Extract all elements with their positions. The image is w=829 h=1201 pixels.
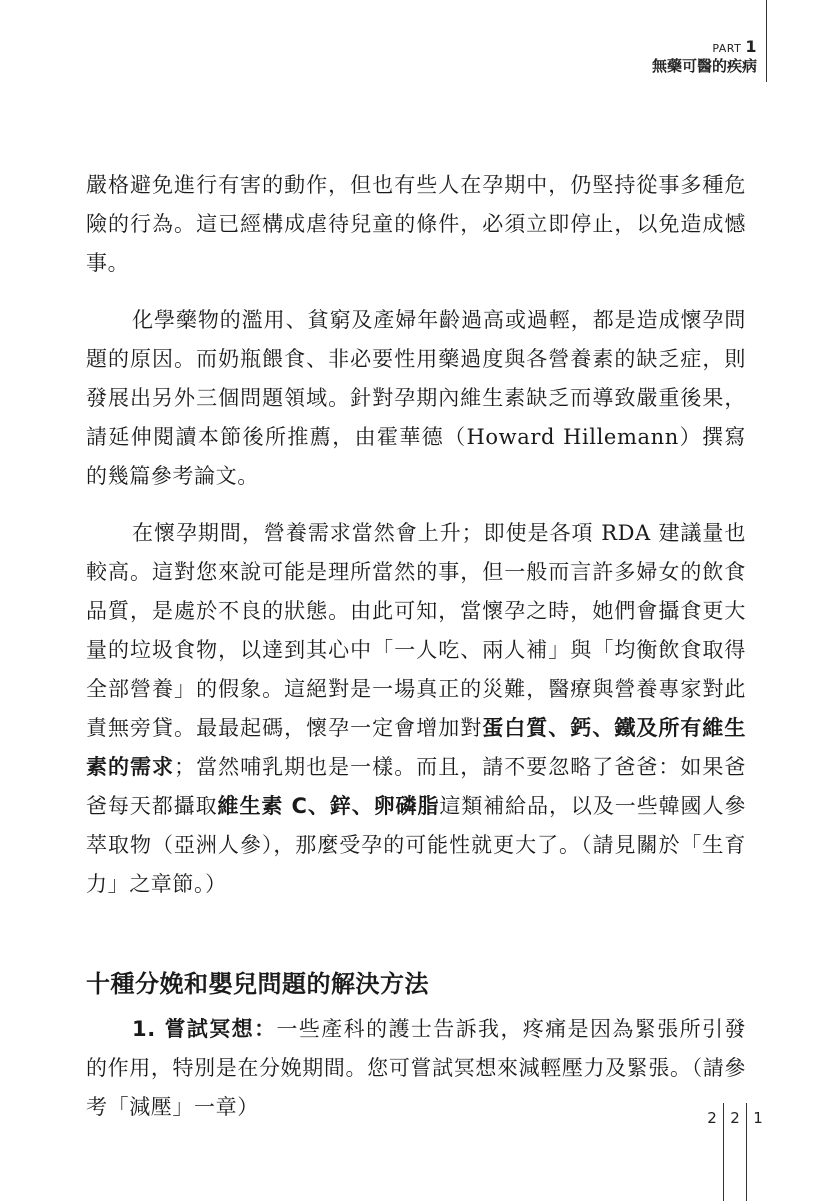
header-divider	[766, 0, 767, 82]
paragraph-3-bold-nutrients: 蛋白質、鈣、鐵及所有維生素的需求	[86, 716, 746, 779]
list-item-1-label: 1. 嘗試冥想：	[132, 1017, 277, 1041]
paragraph-3-bold-supplements: 維生素 C、鋅、卵磷脂	[217, 794, 440, 818]
list-item-1	[86, 1010, 746, 1127]
section-heading: 十種分娩和嬰兒問題的解決方法	[86, 969, 429, 998]
list-item-1-text: 一些產科的護士告訴我，疼痛是因為緊張所引發的作用，特別是在分娩期間。您可嘗試冥想來減輕壓力及緊張。（請參考「減壓」一章）	[86, 1017, 746, 1119]
part-label	[652, 37, 757, 56]
paragraph-3	[86, 514, 746, 904]
page-digit-1: 2	[707, 1109, 717, 1127]
page-digit-3: 1	[753, 1109, 763, 1127]
part-text: PART	[712, 42, 742, 55]
page-digit-2: 2	[730, 1109, 740, 1127]
paragraph-3-part-c: 這類補給品，以及一些韓國人參萃取物（亞洲人參），那麼受孕的可能性就更大了。（請見關於「生育力」之章節。）	[86, 794, 746, 896]
running-header	[651, 37, 757, 76]
page-body	[86, 166, 746, 1145]
part-number: 1	[745, 37, 757, 56]
paragraph-3-part-b: ；當然哺乳期也是一樣。而且，請不要忽略了爸爸：如果爸爸每天都攝取	[86, 755, 746, 818]
page-number	[701, 1103, 769, 1201]
paragraph-1: 嚴格避免進行有害的動作，但也有些人在孕期中，仍堅持從事多種危險的行為。這已經構成虐待兒童的條件，必須立即停止，以免造成憾事。	[86, 173, 746, 275]
paragraph-2: 化學藥物的濫用、貧窮及產婦年齡過高或過輕，都是造成懷孕問題的原因。而奶瓶餵食、非必要性用藥過度與各營養素的缺乏症，則發展出另外三個問題領域。針對孕期內維生素缺乏而導致嚴重後果，請延伸閱讀本節後所推薦，由霍華德（Howard Hillemann）撰寫的幾篇參考論文。	[86, 308, 746, 488]
paragraph-3-part-a: 在懷孕期間，營養需求當然會上升；即使是各項 RDA 建議量也較高。這對您來說可能是理所當然的事，但一般而言許多婦女的飲食品質，是處於不良的狀態。由此可知，當懷孕之時，她們會攝食更大量的垃圾食物，以達到其心中「一人吃、兩人補」與「均衡飲食取得全部營養」的假象。這絕對是一場真正的災難，醫療與營養專家對此責無旁貸。最最起碼，懷孕一定會增加對	[86, 521, 746, 740]
chapter-title: 無藥可醫的疾病	[651, 57, 757, 75]
